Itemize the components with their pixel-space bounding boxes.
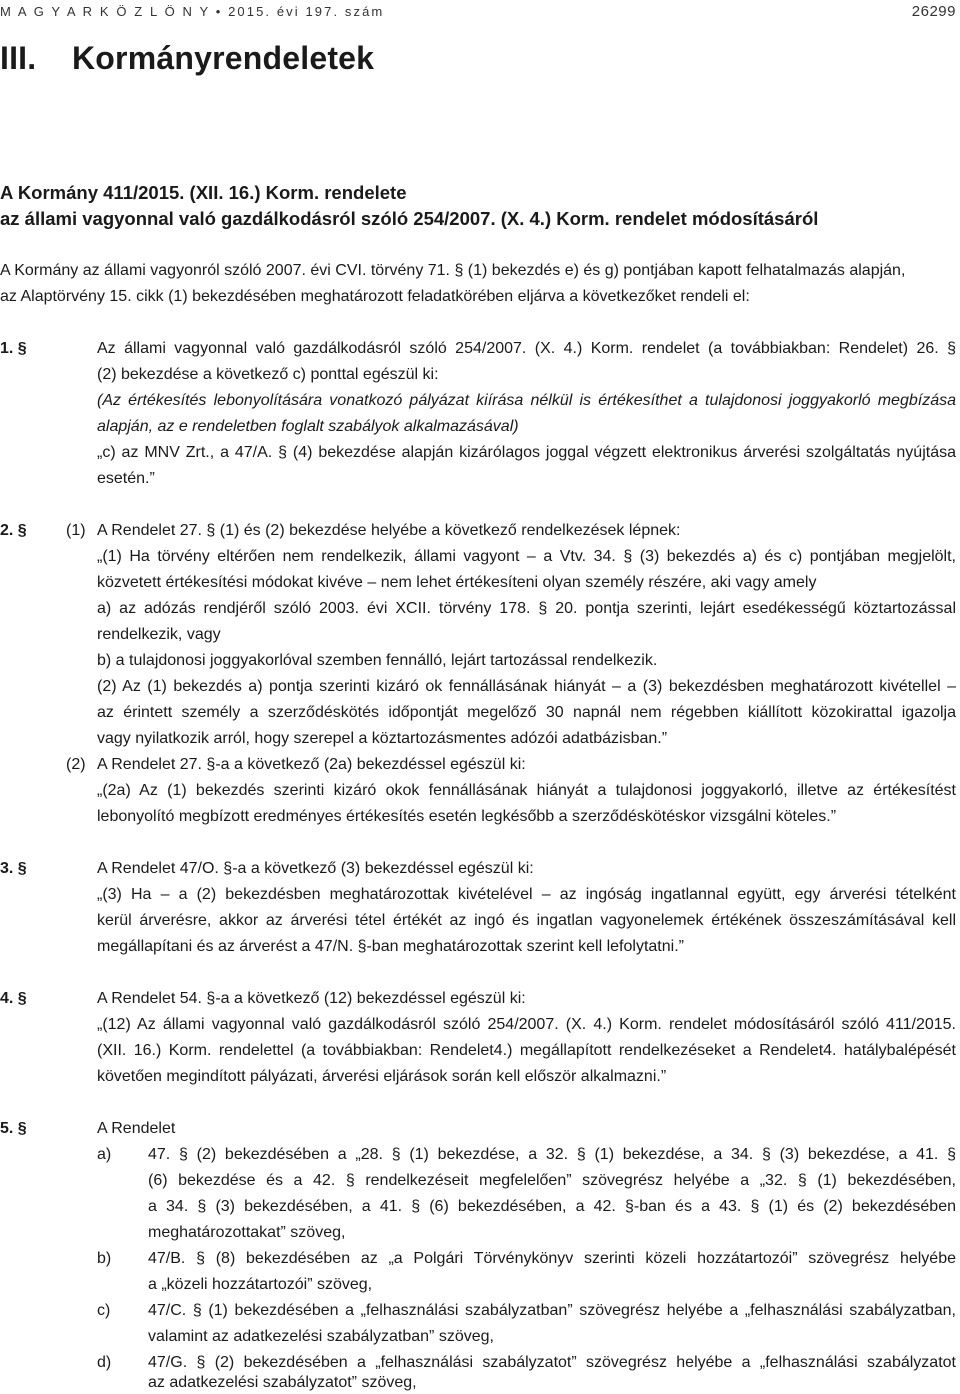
point-line: a 34. § (3) bekezdésében, a 41. § (6) bekezdésében, a 42. §-ban és a 43. § (1) és (2) bekezdésében — [148, 1198, 956, 1215]
point-label: c) — [97, 1302, 111, 1319]
section-number: 4. § — [0, 990, 27, 1007]
chapter-heading — [0, 40, 374, 77]
paragraph-line: alapján, az e rendeletben foglalt szabályok alkalmazásával) — [97, 418, 519, 435]
paragraph-line: esetén.” — [97, 470, 155, 487]
decree-title-line2: az állami vagyonnal való gazdálkodásról szóló 254/2007. (X. 4.) Korm. rendelet módosításáról — [0, 208, 819, 229]
paragraph-line: rendelkezik, vagy — [97, 626, 221, 643]
paragraph-line: (2) bekezdése a következő c) ponttal egészül ki: — [97, 366, 439, 383]
paragraph-line: (XII. 16.) Korm. rendelettel (a továbbiakban: Rendelet4.) megállapított rendelkezéseket a Rendelet4. hatálybalépését — [97, 1042, 956, 1059]
point-line: az adatkezelési szabályzatot” szöveg, — [148, 1374, 417, 1391]
point-line: a „közeli hozzátartozói” szöveg, — [148, 1276, 373, 1293]
paragraph-line: (Az értékesítés lebonyolítására vonatkozó pályázat kiírása nélkül is értékesíthet a tulajdonosi joggyakorló megbízása — [97, 392, 956, 409]
paragraph-line: „c) az MNV Zrt., a 47/A. § (4) bekezdése alapján kizárólagos joggal végzett elektronikus árverési szolgáltatás nyújtása — [97, 444, 956, 461]
section-number: 1. § — [0, 340, 27, 357]
paragraph-line: Az állami vagyonnal való gazdálkodásról szóló 254/2007. (X. 4.) Korm. rendelet (a továbbiakban: Rendelet) 26. § — [97, 340, 956, 357]
point-line: valamint az adatkezelési szabályzatban” szöveg, — [148, 1328, 494, 1345]
point-line: meghatározottakat” szöveg, — [148, 1224, 346, 1241]
paragraph-line: A Rendelet 47/O. §-a a következő (3) bekezdéssel egészül ki: — [97, 860, 534, 877]
preamble-line: A Kormány az állami vagyonról szóló 2007. évi CVI. törvény 71. § (1) bekezdés e) és g) pontjában kapott felhatalmazás alapján, — [0, 262, 906, 279]
paragraph-line: az érintett személy a szerződéskötés időpontját megelőző 30 napnál nem régebben kiállított közokirattal igazolja — [97, 704, 956, 721]
paragraph-number: (2) — [66, 756, 86, 773]
point-line: 47/C. § (1) bekezdésében a „felhasználási szabályzatban” szövegrész helyébe a „felhasználási szabályzatban, — [148, 1302, 956, 1319]
chapter-title: Kormányrendeletek — [72, 40, 375, 76]
paragraph-line: közvetett értékesítési módokat kivéve – nem lehet értékesíteni olyan személy részére, aki vagy amely — [97, 574, 817, 591]
preamble-line: az Alaptörvény 15. cikk (1) bekezdésében meghatározott feladatkörében eljárva a következőket rendeli el: — [0, 288, 750, 305]
section-number: 3. § — [0, 860, 27, 877]
section-number: 5. § — [0, 1120, 27, 1137]
paragraph-number: (1) — [66, 522, 86, 539]
paragraph-line: követően megindított pályázati, árverési eljárások során kell először alkalmazni.” — [97, 1068, 667, 1085]
point-line: 47. § (2) bekezdésében a „28. § (1) bekezdése, a 32. § (1) bekezdése, a 34. § (3) bekezdése, a 41. § — [148, 1146, 956, 1163]
point-line: (6) bekezdése és a 42. § rendelkezéseit megfelelően” szövegrész helyébe a „32. § (1) bekezdésében, — [148, 1172, 956, 1189]
paragraph-line: lebonyolító megbízott eredményes értékesítés esetén legkésőbb a szerződéskötéskor vizsgálni köteles.” — [97, 808, 837, 825]
paragraph-line: megállapítani és az árverést a 47/N. §-ban meghatározottak szerint kell lefolytatni.” — [97, 938, 684, 955]
paragraph-line: „(1) Ha törvény eltérően nem rendelkezik, állami vagyont – a Vtv. 34. § (3) bekezdés a) és c) pontjában megjelölt, — [97, 548, 956, 565]
paragraph-line: A Rendelet — [97, 1120, 176, 1137]
paragraph-line: a) az adózás rendjéről szóló 2003. évi XCII. törvény 178. § 20. pontja szerinti, lejárt esedékességű köztartozással — [97, 600, 956, 617]
paragraph-line: A Rendelet 27. § (1) és (2) bekezdése helyébe a következő rendelkezések lépnek: — [97, 522, 681, 539]
paragraph-line: b) a tulajdonosi joggyakorlóval szemben fennálló, lejárt tartozással rendelkezik. — [97, 652, 658, 669]
section-number: 2. § — [0, 522, 27, 539]
paragraph-line: „(2a) Az (1) bekezdés szerinti kizáró okok fennállásának hiányát a tulajdonosi joggyakorló, illetve az értékesítést — [97, 782, 956, 799]
point-label: d) — [97, 1354, 112, 1371]
paragraph-line: „(12) Az állami vagyonnal való gazdálkodásról szóló 254/2007. (X. 4.) Korm. rendelet módosításáról szóló 411/2015. — [97, 1016, 956, 1033]
page-number: 26299 — [911, 3, 956, 20]
paragraph-line: A Rendelet 27. §-a a következő (2a) bekezdéssel egészül ki: — [97, 756, 526, 773]
point-line: 47/G. § (2) bekezdésében a „felhasználási szabályzatot” szövegrész helyébe a „felhasználási szabályzatot — [148, 1354, 956, 1371]
paragraph-line: A Rendelet 54. §-a a következő (12) bekezdéssel egészül ki: — [97, 990, 526, 1007]
journal-name: M A G Y A R K Ö Z L Ö N Y • 2015. évi 197. szám — [0, 4, 385, 19]
paragraph-line: vagy nyilatkozik arról, hogy szerepel a köztartozásmentes adózói adatbázisban.” — [97, 730, 668, 747]
chapter-number: III. — [0, 40, 37, 76]
decree-title-line1: A Kormány 411/2015. (XII. 16.) Korm. rendelete — [0, 182, 407, 203]
point-line: 47/B. § (8) bekezdésében az „a Polgári Törvénykönyv szerinti közeli hozzátartozói” szövegrész helyébe — [148, 1250, 956, 1267]
paragraph-line: (2) Az (1) bekezdés a) pontja szerinti kizáró ok fennállásának hiányát – a (3) bekezdésben meghatározott kivétellel – — [97, 678, 956, 695]
point-label: b) — [97, 1250, 112, 1267]
paragraph-line: kerül árverésre, akkor az árverési tétel értékét az ingó és ingatlan vagyonelemek értékének összeszámításával kell — [97, 912, 956, 929]
paragraph-line: „(3) Ha – a (2) bekezdésben meghatározottak kivételével – az ingóság ingatlannal együtt, egy árverési tételként — [97, 886, 956, 903]
point-label: a) — [97, 1146, 112, 1163]
page-header — [0, 4, 956, 24]
